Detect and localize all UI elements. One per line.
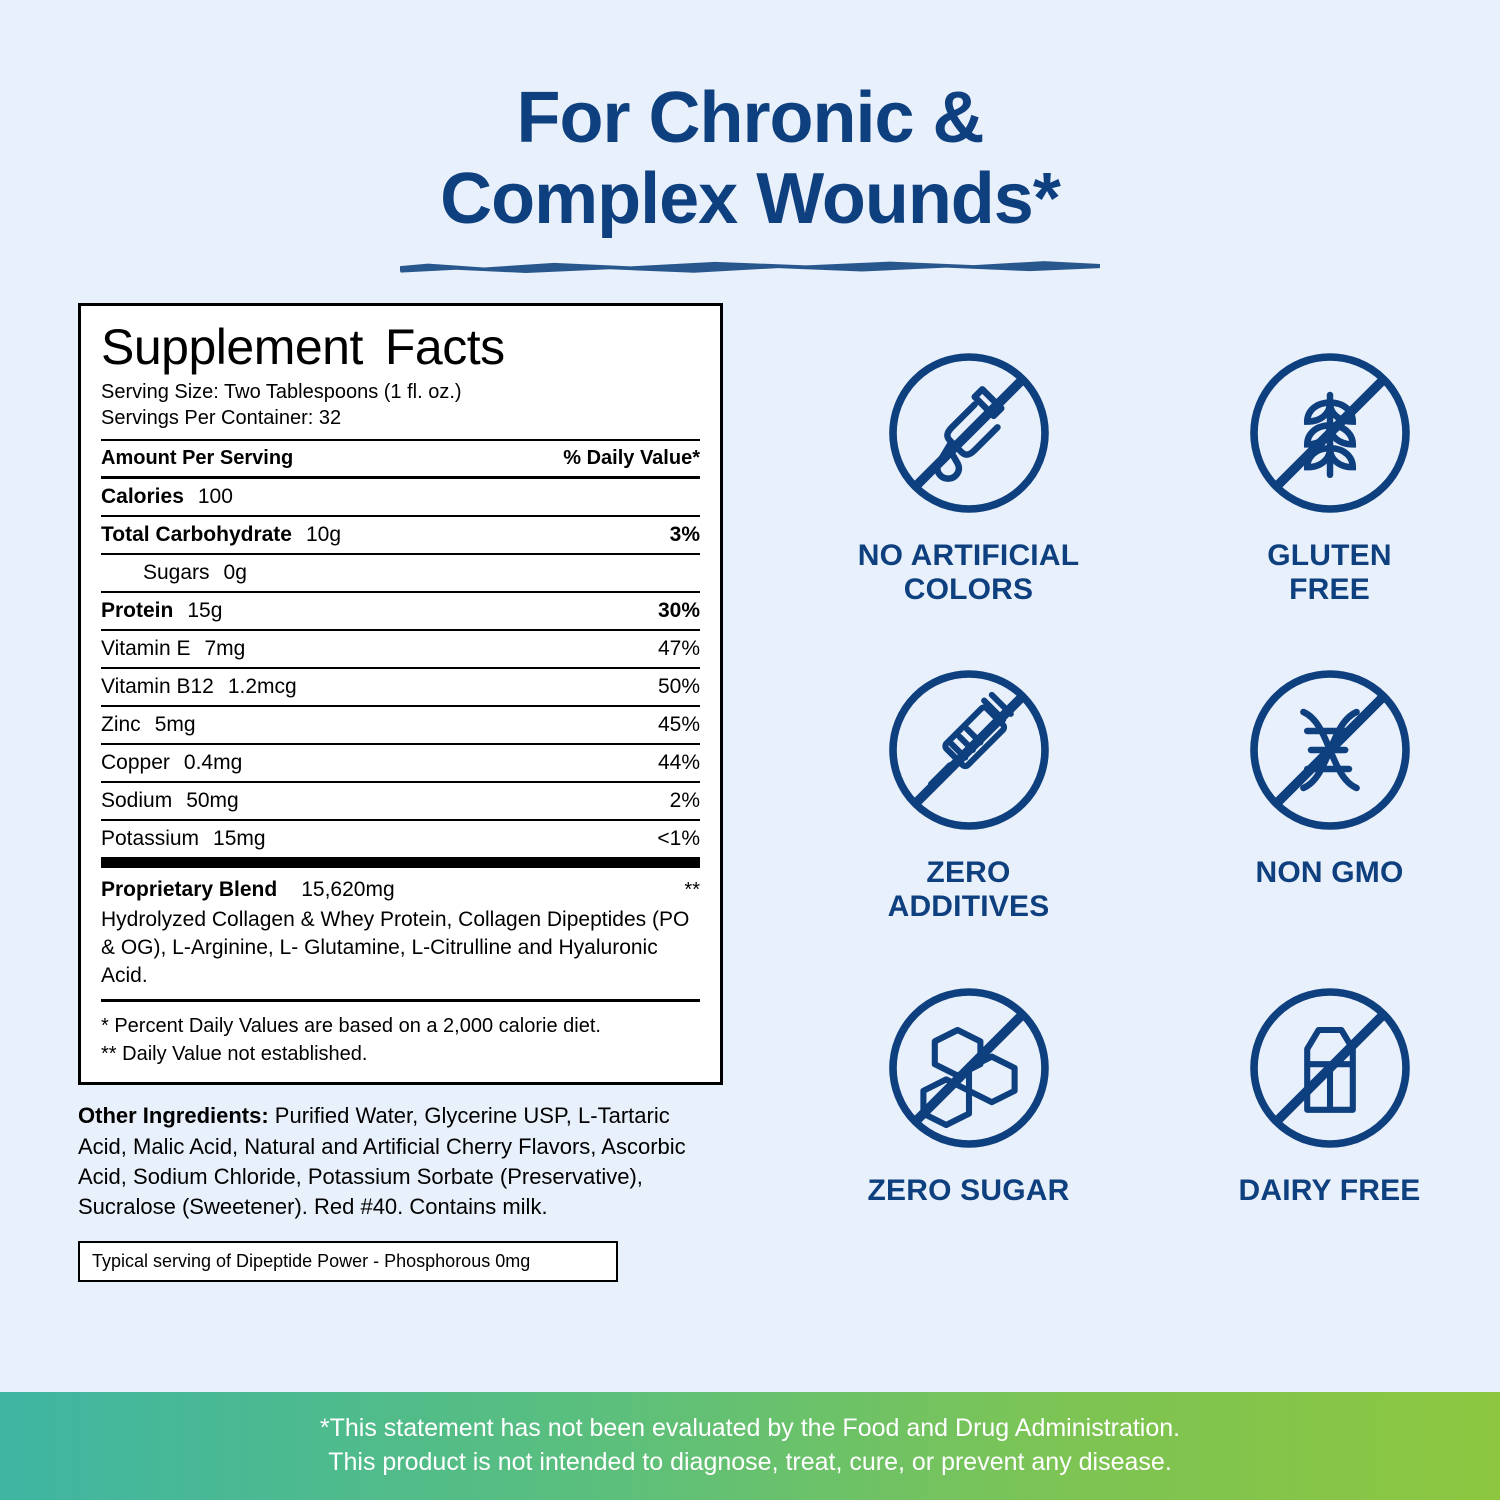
footnote-daily-values: * Percent Daily Values are based on a 2,000 calorie diet. (101, 1015, 601, 1038)
blend-amount: 15,620mg (301, 878, 395, 902)
facts-header-row (101, 441, 700, 478)
footnote-dv-not-established: ** Daily Value not established. (101, 1043, 368, 1066)
row-potassium: Potassium 15mg (101, 827, 266, 851)
badge-zero-sugar (819, 968, 1119, 1208)
row-sugars: Sugars 0g (101, 554, 483, 592)
table-row: Protein 15g 30% (101, 592, 700, 630)
badge-grid (798, 333, 1500, 1207)
supplement-facts-panel (78, 303, 723, 1085)
table-row: Vitamin B12 1.2mcg 50% (101, 668, 700, 706)
footer-line-1: *This statement has not been evaluated by the Food and Drug Administration. (319, 1414, 1181, 1443)
panel-title-right: Facts (384, 319, 505, 376)
other-ingredients (78, 1101, 698, 1222)
badge-label: GLUTEN FREE (1267, 539, 1392, 606)
table-row: Potassium 15mg <1% (101, 820, 700, 857)
amount-per-serving-header: Amount Per Serving (101, 441, 483, 478)
daily-value-header: % Daily Value* (483, 441, 700, 478)
facts-table (101, 441, 700, 857)
zero-sugar-icon (819, 968, 1119, 1168)
row-sodium: Sodium 50mg (101, 782, 483, 820)
servings-per-container: Servings Per Container: 32 (101, 406, 342, 429)
panel-title-left: Supplement (101, 319, 363, 376)
table-row: Vitamin E 7mg 47% (101, 630, 700, 668)
badge-gluten-free (1180, 333, 1480, 606)
badge-label: DAIRY FREE (1238, 1173, 1421, 1207)
dipeptide-note-box: Typical serving of Dipeptide Power - Phosphorous 0mg (78, 1241, 618, 1282)
heading-line-2: Complex Wounds* (440, 158, 1060, 239)
badge-non-gmo (1180, 650, 1480, 923)
badge-label: NON GMO (1255, 856, 1404, 890)
table-row (101, 478, 700, 517)
serving-size: Serving Size: Two Tablespoons (1 fl. oz.) (101, 381, 462, 404)
blend-ingredients: Hydrolyzed Collagen & Whey Protein, Collagen Dipeptides (PO & OG), L-Arginine, L- Glutamine, L-Citrulline and Hyaluronic Acid. (101, 908, 690, 987)
supplement-facts-column (78, 303, 738, 1282)
row-total-carbohydrate: Total Carbohydrate 10g (101, 516, 483, 554)
table-row: Copper 0.4mg 44% (101, 744, 700, 782)
heading-line-1: For Chronic & (516, 78, 984, 158)
panel-title (101, 319, 700, 376)
footnotes (101, 1002, 700, 1068)
badge-dairy-free (1180, 968, 1480, 1208)
row-vitamin-b12: Vitamin B12 1.2mcg (101, 668, 483, 706)
badge-label: ZERO ADDITIVES (887, 856, 1050, 924)
table-row (101, 554, 700, 592)
blend-name: Proprietary Blend (101, 878, 278, 902)
blend-dv: ** (684, 879, 700, 902)
proprietary-blend-section (101, 868, 700, 989)
other-ingredients-text: Purified Water, Glycerine USP, L-Tartaric Acid, Malic Acid, Natural and Artificial Cherry Flavors, Ascorbic Acid, Sodium Chloride, Potassium Sorbate (Preservative), Sucralose (Sweetener). Red #40. Contains milk. (78, 1103, 686, 1220)
gluten-free-icon (1180, 333, 1480, 533)
badge-no-artificial-colors (819, 333, 1119, 606)
badges-column (798, 303, 1500, 1282)
row-vitamin-e: Vitamin E 7mg (101, 630, 483, 668)
no-artificial-colors-icon (819, 333, 1119, 533)
main-content (0, 273, 1500, 1282)
table-row: Zinc 5mg 45% (101, 706, 700, 744)
table-row: Sodium 50mg 2% (101, 782, 700, 820)
other-ingredients-label: Other Ingredients: (78, 1103, 269, 1129)
table-row: Total Carbohydrate 10g 3% (101, 516, 700, 554)
page-heading (0, 0, 1500, 273)
badge-label: ZERO SUGAR (867, 1173, 1070, 1207)
row-calories: Calories 100 (101, 478, 483, 517)
divider-above-blend (101, 857, 700, 868)
row-zinc: Zinc 5mg (101, 706, 483, 744)
badge-label: NO ARTIFICIAL COLORS (857, 539, 1080, 606)
row-copper: Copper 0.4mg (101, 744, 483, 782)
non-gmo-icon (1180, 650, 1480, 850)
badge-zero-additives (819, 650, 1119, 923)
dairy-free-icon (1180, 968, 1480, 1168)
row-protein: Protein 15g (101, 592, 483, 630)
footer-line-2: This product is not intended to diagnose, treat, cure, or prevent any disease. (328, 1448, 1172, 1476)
disclaimer-footer (0, 1392, 1500, 1500)
zero-additives-icon (819, 650, 1119, 850)
